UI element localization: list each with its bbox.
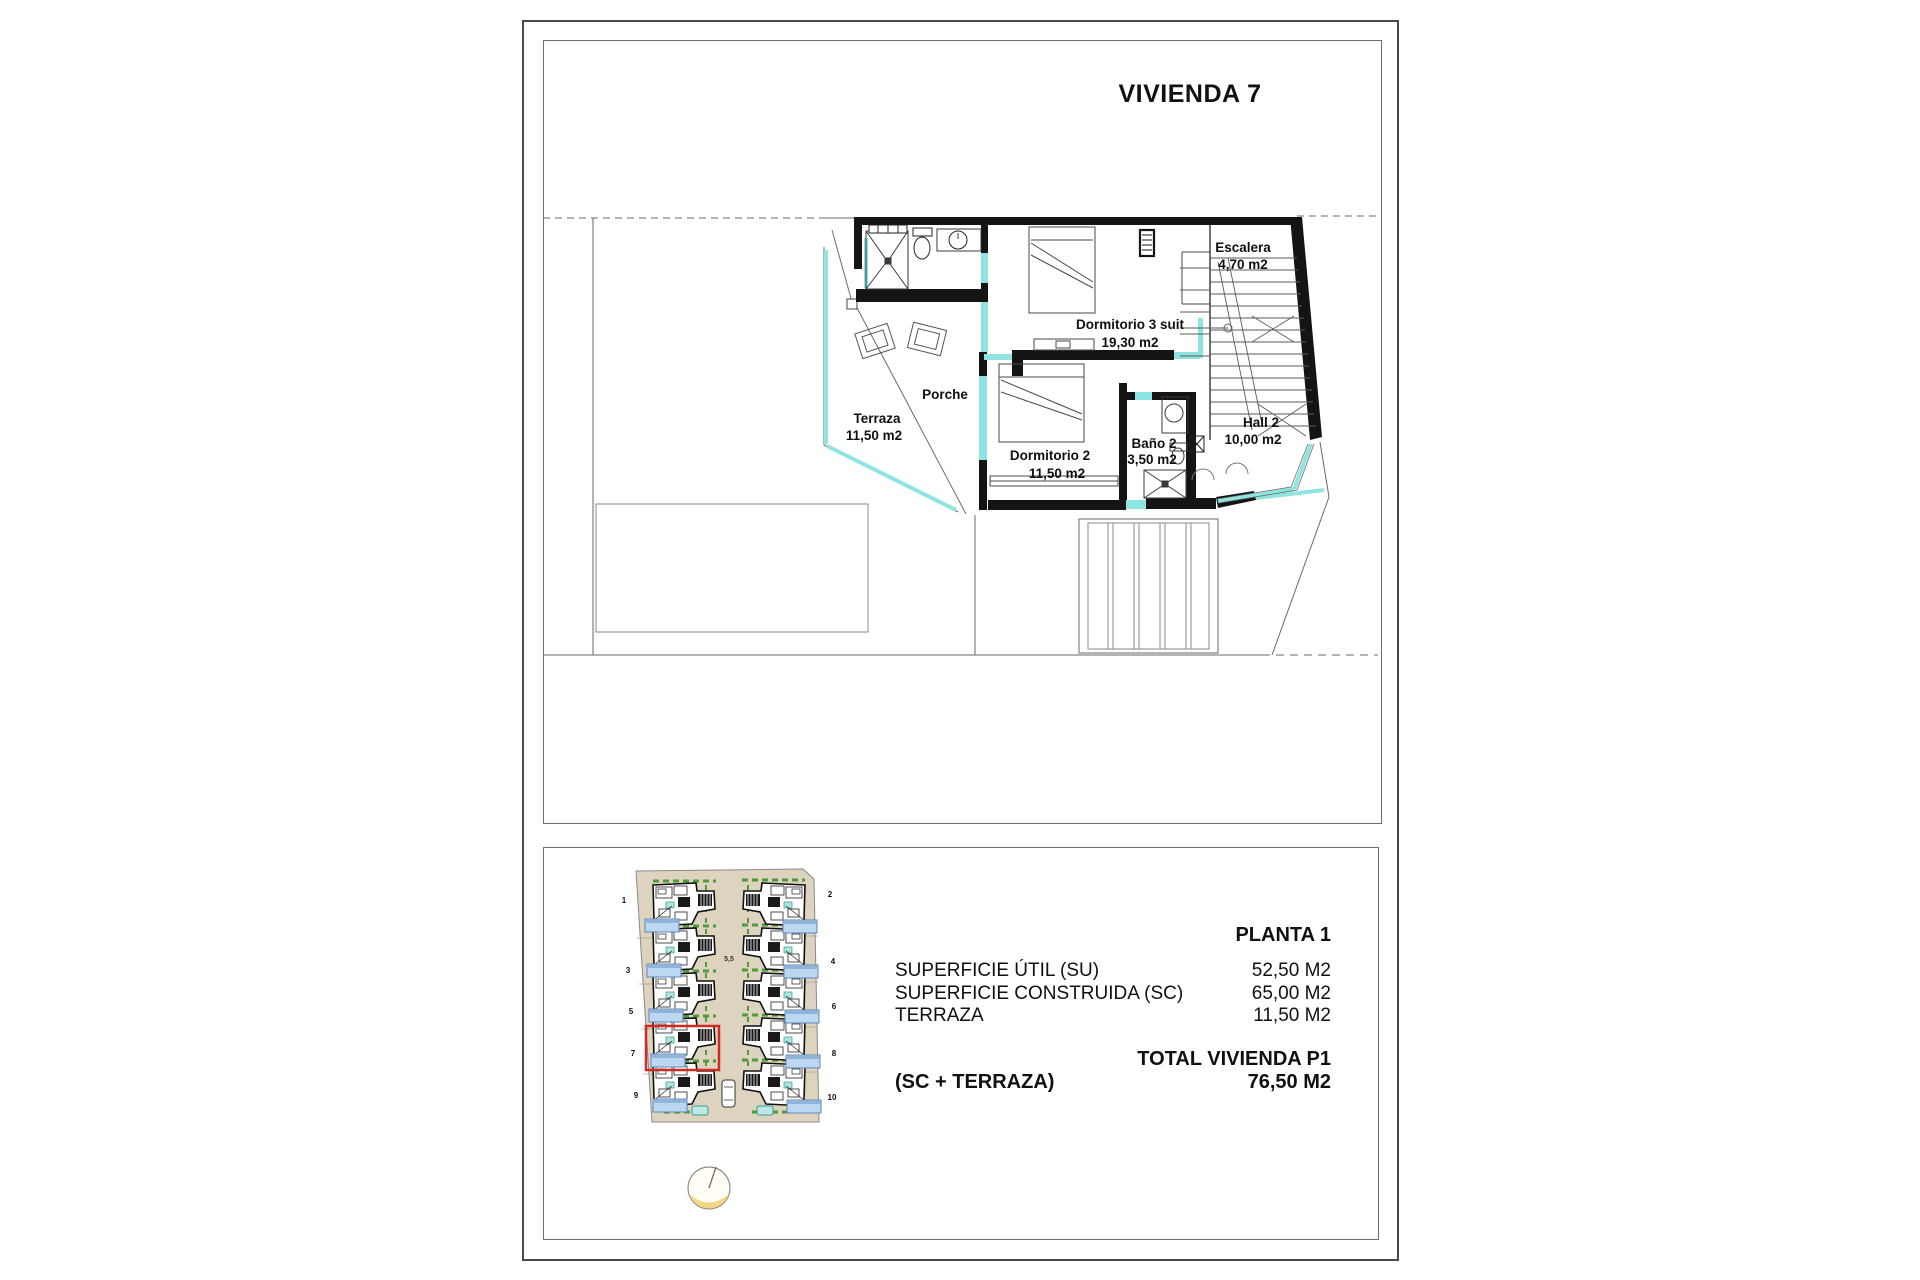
north-sun-indicator (680, 1160, 740, 1220)
label-bano2: Baño 2 (1131, 436, 1177, 451)
unit-number-2: 2 (827, 890, 833, 899)
porch-furniture (855, 322, 947, 358)
row-label: SUPERFICIE CONSTRUIDA (SC) (895, 982, 1184, 1004)
row-label: TERRAZA (895, 1005, 984, 1026)
total-value: 76,50 M2 (1247, 1070, 1331, 1093)
label-terraza: Terraza (853, 411, 901, 426)
unit-number-7: 7 (630, 1049, 636, 1058)
unit-number-6: 6 (831, 1002, 837, 1011)
label-dorm3-area: 19,30 m2 (1101, 335, 1159, 350)
carport (1079, 519, 1218, 653)
unit-number-9: 9 (633, 1091, 639, 1100)
total-row (895, 1071, 1331, 1094)
unit-number-1: 1 (621, 896, 627, 905)
summary-row (895, 983, 1331, 1006)
unit-number-10: 10 (827, 1093, 837, 1102)
label-dorm2: Dormitorio 2 (1009, 448, 1091, 463)
hall-glazing (1218, 444, 1324, 501)
row-label: SUPERFICIE ÚTIL (SU) (895, 960, 1100, 981)
area-summary (895, 924, 1331, 1093)
site-plan-keymap (615, 860, 845, 1135)
label-dorm2-area: 11,50 m2 (1028, 466, 1086, 481)
label-dorm3: Dormitorio 3 suit (1075, 317, 1185, 332)
total-label: TOTAL VIVIENDA P1 (1137, 1047, 1331, 1070)
terrace-outline (824, 230, 966, 514)
bathroom-fixtures (866, 225, 981, 289)
label-porche: Porche (922, 387, 968, 402)
page-title: VIVIENDA 7 (1118, 80, 1262, 108)
label-escalera: Escalera (1215, 240, 1271, 255)
unit-number-3: 3 (625, 966, 631, 975)
row-value: 52,50 M2 (1251, 960, 1331, 981)
row-value: 65,00 M2 (1251, 982, 1331, 1004)
label-terraza-area: 11,50 m2 (845, 428, 903, 443)
label-hall2-area: 10,00 m2 (1224, 432, 1282, 447)
unit-number-4: 4 (830, 957, 836, 966)
label-escalera-area: 4,70 m2 (1218, 257, 1268, 272)
hall-decor (1192, 463, 1248, 480)
unit-number-8: 8 (831, 1049, 837, 1058)
label-bano2-area: 3,50 m2 (1127, 452, 1177, 467)
unit-number-5: 5 (628, 1007, 634, 1016)
floor-label: PLANTA 1 (1235, 924, 1331, 946)
summary-row (895, 960, 1331, 983)
row-value: 11,50 M2 (1253, 1005, 1331, 1026)
total-sublabel: (SC + TERRAZA) (895, 1070, 1055, 1093)
summary-row (895, 1005, 1331, 1028)
road-width-label: 5,5 (724, 956, 734, 963)
label-hall2: Hall 2 (1242, 415, 1280, 430)
floor-plan-drawing (543, 40, 1382, 824)
